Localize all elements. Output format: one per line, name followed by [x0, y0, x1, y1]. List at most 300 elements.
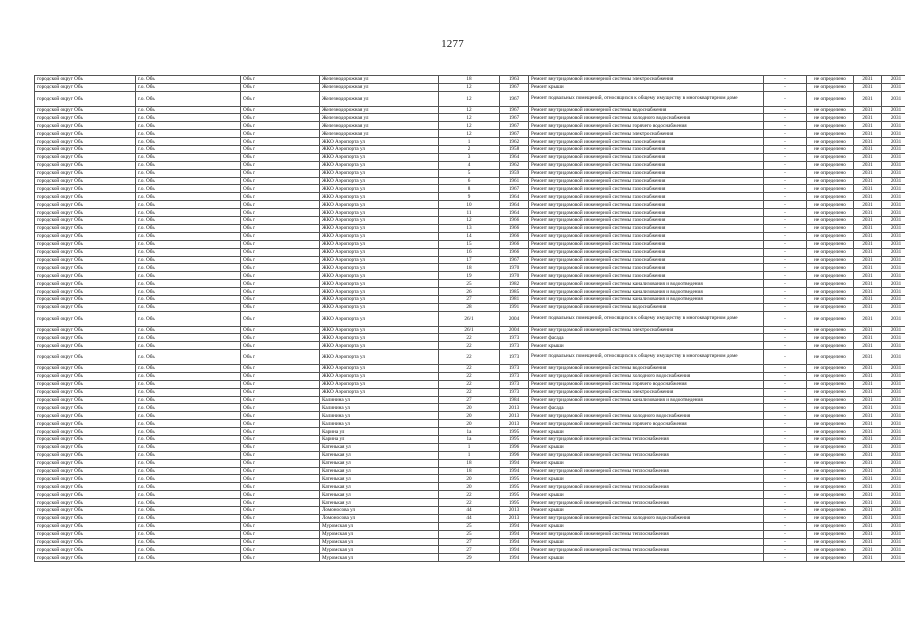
work-type-cell: Ремонт внутридомовой инженерной системы газоснабжения [529, 209, 764, 217]
status-cell: не определено [807, 138, 854, 146]
street-cell: Железнодорожная ул [320, 106, 439, 114]
locality-cell: Обь г [241, 334, 320, 342]
house-number-cell: 22 [439, 334, 500, 342]
street-cell: Железнодорожная ул [320, 122, 439, 130]
year-from-cell: 2031 [854, 546, 882, 554]
year-to-cell: 2031 [882, 428, 905, 436]
cost-cell: - [764, 217, 807, 225]
table-row [35, 436, 905, 444]
year-to-cell: 2031 [882, 554, 905, 562]
street-cell: ЖКО Аэропорта ул [320, 388, 439, 396]
locality-cell: Обь г [241, 83, 320, 91]
table-row [35, 514, 905, 522]
district-cell: городской округ Обь [35, 451, 136, 459]
locality-cell: Обь г [241, 130, 320, 138]
status-cell: не определено [807, 459, 854, 467]
locality-cell: Обь г [241, 209, 320, 217]
district-cell: городской округ Обь [35, 240, 136, 248]
build-year-cell: 1995 [500, 483, 529, 491]
house-number-cell: 27 [439, 546, 500, 554]
work-type-cell: Ремонт внутридомовой инженерной системы газоснабжения [529, 256, 764, 264]
house-number-cell: 20 [439, 420, 500, 428]
table-row [35, 404, 905, 412]
year-from-cell: 2031 [854, 483, 882, 491]
year-from-cell: 2031 [854, 201, 882, 209]
status-cell: не определено [807, 451, 854, 459]
locality-cell: Обь г [241, 288, 320, 296]
year-to-cell: 2031 [882, 443, 905, 451]
municipality-cell: г.о. Обь [136, 350, 241, 365]
municipality-cell: г.о. Обь [136, 217, 241, 225]
work-type-cell: Ремонт внутридомовой инженерной системы газоснабжения [529, 177, 764, 185]
cost-cell: - [764, 256, 807, 264]
municipality-cell: г.о. Обь [136, 443, 241, 451]
street-cell: Ломоносова ул [320, 507, 439, 515]
year-from-cell: 2031 [854, 177, 882, 185]
house-number-cell: 44 [439, 514, 500, 522]
status-cell: не определено [807, 209, 854, 217]
cost-cell: - [764, 76, 807, 84]
locality-cell: Обь г [241, 193, 320, 201]
year-to-cell: 2031 [882, 546, 905, 554]
street-cell: Железнодорожная ул [320, 114, 439, 122]
district-cell: городской округ Обь [35, 130, 136, 138]
district-cell: городской округ Обь [35, 161, 136, 169]
table-row [35, 365, 905, 373]
build-year-cell: 1966 [500, 240, 529, 248]
work-type-cell: Ремонт крыши [529, 459, 764, 467]
street-cell: ЖКО Аэропорта ул [320, 334, 439, 342]
table-row [35, 546, 905, 554]
year-to-cell: 2031 [882, 483, 905, 491]
cost-cell: - [764, 499, 807, 507]
work-type-cell: Ремонт внутридомовой инженерной системы газоснабжения [529, 272, 764, 280]
locality-cell: Обь г [241, 428, 320, 436]
cost-cell: - [764, 372, 807, 380]
district-cell: городской округ Обь [35, 380, 136, 388]
district-cell: городской округ Обь [35, 530, 136, 538]
work-type-cell: Ремонт крыши [529, 475, 764, 483]
year-from-cell: 2031 [854, 130, 882, 138]
street-cell: ЖКО Аэропорта ул [320, 256, 439, 264]
cost-cell: - [764, 122, 807, 130]
district-cell: городской округ Обь [35, 138, 136, 146]
locality-cell: Обь г [241, 538, 320, 546]
district-cell: городской округ Обь [35, 436, 136, 444]
municipality-cell: г.о. Обь [136, 232, 241, 240]
locality-cell: Обь г [241, 153, 320, 161]
cost-cell: - [764, 396, 807, 404]
locality-cell: Обь г [241, 280, 320, 288]
work-type-cell: Ремонт внутридомовой инженерной системы холодного водоснабжения [529, 372, 764, 380]
table-row [35, 554, 905, 562]
build-year-cell: 1996 [500, 451, 529, 459]
table-row [35, 248, 905, 256]
work-type-cell: Ремонт внутридомовой инженерной системы электроснабжения [529, 388, 764, 396]
build-year-cell: 1995 [500, 475, 529, 483]
table-row [35, 443, 905, 451]
municipality-cell: г.о. Обь [136, 428, 241, 436]
work-type-cell: Ремонт внутридомовой инженерной системы газоснабжения [529, 201, 764, 209]
build-year-cell: 1981 [500, 295, 529, 303]
cost-cell: - [764, 224, 807, 232]
cost-cell: - [764, 106, 807, 114]
house-number-cell: 26 [439, 288, 500, 296]
work-type-cell: Ремонт внутридомовой инженерной системы газоснабжения [529, 193, 764, 201]
house-number-cell: 5 [439, 169, 500, 177]
status-cell: не определено [807, 303, 854, 311]
build-year-cell: 1964 [500, 209, 529, 217]
house-number-cell: 4 [439, 161, 500, 169]
locality-cell: Обь г [241, 161, 320, 169]
table-row [35, 483, 905, 491]
house-number-cell: 3 [439, 153, 500, 161]
year-from-cell: 2031 [854, 303, 882, 311]
year-from-cell: 2031 [854, 209, 882, 217]
house-number-cell: 20 [439, 404, 500, 412]
year-from-cell: 2031 [854, 334, 882, 342]
house-number-cell: 8 [439, 185, 500, 193]
year-to-cell: 2031 [882, 303, 905, 311]
build-year-cell: 1963 [500, 76, 529, 84]
build-year-cell: 1967 [500, 122, 529, 130]
build-year-cell: 1973 [500, 388, 529, 396]
year-from-cell: 2031 [854, 443, 882, 451]
table-row [35, 106, 905, 114]
municipality-cell: г.о. Обь [136, 185, 241, 193]
street-cell: ЖКО Аэропорта ул [320, 232, 439, 240]
street-cell: ЖКО Аэропорта ул [320, 380, 439, 388]
build-year-cell: 1966 [500, 248, 529, 256]
work-type-cell: Ремонт внутридомовой инженерной системы теплоснабжения [529, 499, 764, 507]
cost-cell: - [764, 232, 807, 240]
street-cell: Карина ул [320, 436, 439, 444]
build-year-cell: 1964 [500, 193, 529, 201]
status-cell: не определено [807, 334, 854, 342]
build-year-cell: 1966 [500, 224, 529, 232]
year-from-cell: 2031 [854, 217, 882, 225]
build-year-cell: 1994 [500, 538, 529, 546]
house-number-cell: 25 [439, 530, 500, 538]
locality-cell: Обь г [241, 499, 320, 507]
table-row [35, 342, 905, 350]
street-cell: ЖКО Аэропорта ул [320, 169, 439, 177]
build-year-cell: 1984 [500, 396, 529, 404]
house-number-cell: 20 [439, 483, 500, 491]
cost-cell: - [764, 185, 807, 193]
year-to-cell: 2031 [882, 185, 905, 193]
locality-cell: Обь г [241, 420, 320, 428]
cost-cell: - [764, 114, 807, 122]
table-row [35, 185, 905, 193]
locality-cell: Обь г [241, 342, 320, 350]
municipality-cell: г.о. Обь [136, 248, 241, 256]
street-cell: ЖКО Аэропорта ул [320, 138, 439, 146]
district-cell: городской округ Обь [35, 91, 136, 106]
district-cell: городской округ Обь [35, 264, 136, 272]
year-from-cell: 2031 [854, 459, 882, 467]
year-to-cell: 2031 [882, 177, 905, 185]
status-cell: не определено [807, 177, 854, 185]
build-year-cell: 1958 [500, 146, 529, 154]
municipality-cell: г.о. Обь [136, 483, 241, 491]
build-year-cell: 1982 [500, 280, 529, 288]
district-cell: городской округ Обь [35, 169, 136, 177]
work-type-cell: Ремонт крыши [529, 507, 764, 515]
district-cell: городской округ Обь [35, 467, 136, 475]
year-to-cell: 2031 [882, 350, 905, 365]
house-number-cell: 22 [439, 372, 500, 380]
house-number-cell: 1 [439, 138, 500, 146]
cost-cell: - [764, 138, 807, 146]
street-cell: ЖКО Аэропорта ул [320, 288, 439, 296]
street-cell: Катенькая ул [320, 459, 439, 467]
municipality-cell: г.о. Обь [136, 256, 241, 264]
locality-cell: Обь г [241, 467, 320, 475]
status-cell: не определено [807, 514, 854, 522]
municipality-cell: г.о. Обь [136, 272, 241, 280]
status-cell: не определено [807, 83, 854, 91]
house-number-cell: 2 [439, 146, 500, 154]
cost-cell: - [764, 467, 807, 475]
street-cell: ЖКО Аэропорта ул [320, 177, 439, 185]
locality-cell: Обь г [241, 388, 320, 396]
municipality-cell: г.о. Обь [136, 240, 241, 248]
work-type-cell: Ремонт крыши [529, 522, 764, 530]
status-cell: не определено [807, 483, 854, 491]
street-cell: Железнодорожная ул [320, 76, 439, 84]
district-cell: городской округ Обь [35, 491, 136, 499]
work-type-cell: Ремонт внутридомовой инженерной системы газоснабжения [529, 240, 764, 248]
year-from-cell: 2031 [854, 240, 882, 248]
district-cell: городской округ Обь [35, 185, 136, 193]
year-to-cell: 2031 [882, 467, 905, 475]
year-from-cell: 2031 [854, 388, 882, 396]
work-type-cell: Ремонт крыши [529, 428, 764, 436]
house-number-cell: 27 [439, 295, 500, 303]
locality-cell: Обь г [241, 303, 320, 311]
year-to-cell: 2031 [882, 326, 905, 334]
cost-cell: - [764, 153, 807, 161]
year-from-cell: 2031 [854, 436, 882, 444]
municipality-cell: г.о. Обь [136, 420, 241, 428]
street-cell: ЖКО Аэропорта ул [320, 161, 439, 169]
municipality-cell: г.о. Обь [136, 264, 241, 272]
year-to-cell: 2031 [882, 522, 905, 530]
build-year-cell: 1973 [500, 350, 529, 365]
district-cell: городской округ Обь [35, 295, 136, 303]
work-type-cell: Ремонт внутридомовой инженерной системы электроснабжения [529, 76, 764, 84]
locality-cell: Обь г [241, 514, 320, 522]
cost-cell: - [764, 248, 807, 256]
year-to-cell: 2031 [882, 475, 905, 483]
district-cell: городской округ Обь [35, 201, 136, 209]
status-cell: не определено [807, 114, 854, 122]
street-cell: Карина ул [320, 428, 439, 436]
status-cell: не определено [807, 365, 854, 373]
locality-cell: Обь г [241, 114, 320, 122]
table-row [35, 350, 905, 365]
street-cell: ЖКО Аэропорта ул [320, 365, 439, 373]
municipality-cell: г.о. Обь [136, 76, 241, 84]
street-cell: ЖКО Аэропорта ул [320, 350, 439, 365]
house-number-cell: 1а [439, 428, 500, 436]
year-from-cell: 2031 [854, 380, 882, 388]
table-row [35, 224, 905, 232]
cost-cell: - [764, 507, 807, 515]
year-from-cell: 2031 [854, 264, 882, 272]
work-type-cell: Ремонт внутридомовой инженерной системы теплоснабжения [529, 436, 764, 444]
status-cell: не определено [807, 396, 854, 404]
table-row [35, 114, 905, 122]
year-to-cell: 2031 [882, 380, 905, 388]
year-from-cell: 2031 [854, 138, 882, 146]
build-year-cell: 1995 [500, 491, 529, 499]
status-cell: не определено [807, 248, 854, 256]
year-to-cell: 2031 [882, 224, 905, 232]
district-cell: городской округ Обь [35, 146, 136, 154]
status-cell: не определено [807, 546, 854, 554]
year-from-cell: 2031 [854, 232, 882, 240]
house-number-cell: 25 [439, 280, 500, 288]
page-number: 1277 [441, 38, 464, 50]
locality-cell: Обь г [241, 350, 320, 365]
table-row [35, 153, 905, 161]
house-number-cell: 27 [439, 396, 500, 404]
municipality-cell: г.о. Обь [136, 334, 241, 342]
district-cell: городской округ Обь [35, 326, 136, 334]
build-year-cell: 1959 [500, 169, 529, 177]
house-number-cell: 16 [439, 248, 500, 256]
street-cell: ЖКО Аэропорта ул [320, 224, 439, 232]
build-year-cell: 1967 [500, 83, 529, 91]
work-type-cell: Ремонт внутридомовой инженерной системы горячего водоснабжения [529, 122, 764, 130]
work-type-cell: Ремонт внутридомовой инженерной системы электроснабжения [529, 326, 764, 334]
status-cell: не определено [807, 122, 854, 130]
house-number-cell: 12 [439, 122, 500, 130]
house-number-cell: 28 [439, 303, 500, 311]
municipality-cell: г.о. Обь [136, 169, 241, 177]
locality-cell: Обь г [241, 169, 320, 177]
street-cell: ЖКО Аэропорта ул [320, 342, 439, 350]
table-row [35, 428, 905, 436]
build-year-cell: 1966 [500, 217, 529, 225]
cost-cell: - [764, 342, 807, 350]
work-type-cell: Ремонт фасада [529, 334, 764, 342]
year-from-cell: 2031 [854, 396, 882, 404]
cost-cell: - [764, 201, 807, 209]
status-cell: не определено [807, 161, 854, 169]
cost-cell: - [764, 311, 807, 326]
work-type-cell: Ремонт внутридомовой инженерной системы теплоснабжения [529, 451, 764, 459]
house-number-cell: 17 [439, 256, 500, 264]
status-cell: не определено [807, 295, 854, 303]
status-cell: не определено [807, 130, 854, 138]
table-row [35, 420, 905, 428]
status-cell: не определено [807, 380, 854, 388]
year-from-cell: 2031 [854, 280, 882, 288]
street-cell: ЖКО Аэропорта ул [320, 209, 439, 217]
year-from-cell: 2031 [854, 169, 882, 177]
locality-cell: Обь г [241, 412, 320, 420]
cost-cell: - [764, 412, 807, 420]
street-cell: ЖКО Аэропорта ул [320, 146, 439, 154]
house-number-cell: 1а [439, 436, 500, 444]
build-year-cell: 1994 [500, 459, 529, 467]
work-type-cell: Ремонт внутридомовой инженерной системы горячего водоснабжения [529, 380, 764, 388]
year-from-cell: 2031 [854, 428, 882, 436]
build-year-cell: 1970 [500, 272, 529, 280]
year-to-cell: 2031 [882, 491, 905, 499]
year-to-cell: 2031 [882, 76, 905, 84]
house-number-cell: 11 [439, 209, 500, 217]
cost-cell: - [764, 288, 807, 296]
build-year-cell: 1994 [500, 530, 529, 538]
build-year-cell: 1973 [500, 334, 529, 342]
locality-cell: Обь г [241, 507, 320, 515]
street-cell: ЖКО Аэропорта ул [320, 193, 439, 201]
municipality-cell: г.о. Обь [136, 514, 241, 522]
cost-cell: - [764, 554, 807, 562]
house-number-cell: 20 [439, 475, 500, 483]
locality-cell: Обь г [241, 76, 320, 84]
municipality-cell: г.о. Обь [136, 459, 241, 467]
table-row [35, 412, 905, 420]
build-year-cell: 1973 [500, 365, 529, 373]
build-year-cell: 1995 [500, 436, 529, 444]
street-cell: Катенькая ул [320, 491, 439, 499]
municipality-cell: г.о. Обь [136, 365, 241, 373]
street-cell: Муромская ул [320, 538, 439, 546]
district-cell: городской округ Обь [35, 459, 136, 467]
municipality-cell: г.о. Обь [136, 138, 241, 146]
year-to-cell: 2031 [882, 459, 905, 467]
municipality-cell: г.о. Обь [136, 522, 241, 530]
locality-cell: Обь г [241, 522, 320, 530]
year-from-cell: 2031 [854, 288, 882, 296]
year-from-cell: 2031 [854, 372, 882, 380]
table-row [35, 264, 905, 272]
district-cell: городской округ Обь [35, 272, 136, 280]
municipality-cell: г.о. Обь [136, 538, 241, 546]
table-row [35, 522, 905, 530]
district-cell: городской округ Обь [35, 507, 136, 515]
table-row [35, 122, 905, 130]
house-number-cell: 22 [439, 365, 500, 373]
locality-cell: Обь г [241, 530, 320, 538]
municipality-cell: г.о. Обь [136, 467, 241, 475]
municipality-cell: г.о. Обь [136, 106, 241, 114]
status-cell: не определено [807, 522, 854, 530]
work-type-cell: Ремонт внутридомовой инженерной системы канализования и водоотведения [529, 280, 764, 288]
street-cell: Катенькая ул [320, 451, 439, 459]
street-cell: Железнодорожная ул [320, 83, 439, 91]
year-to-cell: 2031 [882, 146, 905, 154]
year-to-cell: 2031 [882, 538, 905, 546]
year-to-cell: 2031 [882, 295, 905, 303]
district-cell: городской округ Обь [35, 404, 136, 412]
house-number-cell: 25 [439, 522, 500, 530]
district-cell: городской округ Обь [35, 372, 136, 380]
district-cell: городской округ Обь [35, 311, 136, 326]
build-year-cell: 1964 [500, 153, 529, 161]
build-year-cell: 2013 [500, 404, 529, 412]
table-row [35, 334, 905, 342]
build-year-cell: 1967 [500, 91, 529, 106]
table-row [35, 201, 905, 209]
table-row [35, 388, 905, 396]
cost-cell: - [764, 522, 807, 530]
